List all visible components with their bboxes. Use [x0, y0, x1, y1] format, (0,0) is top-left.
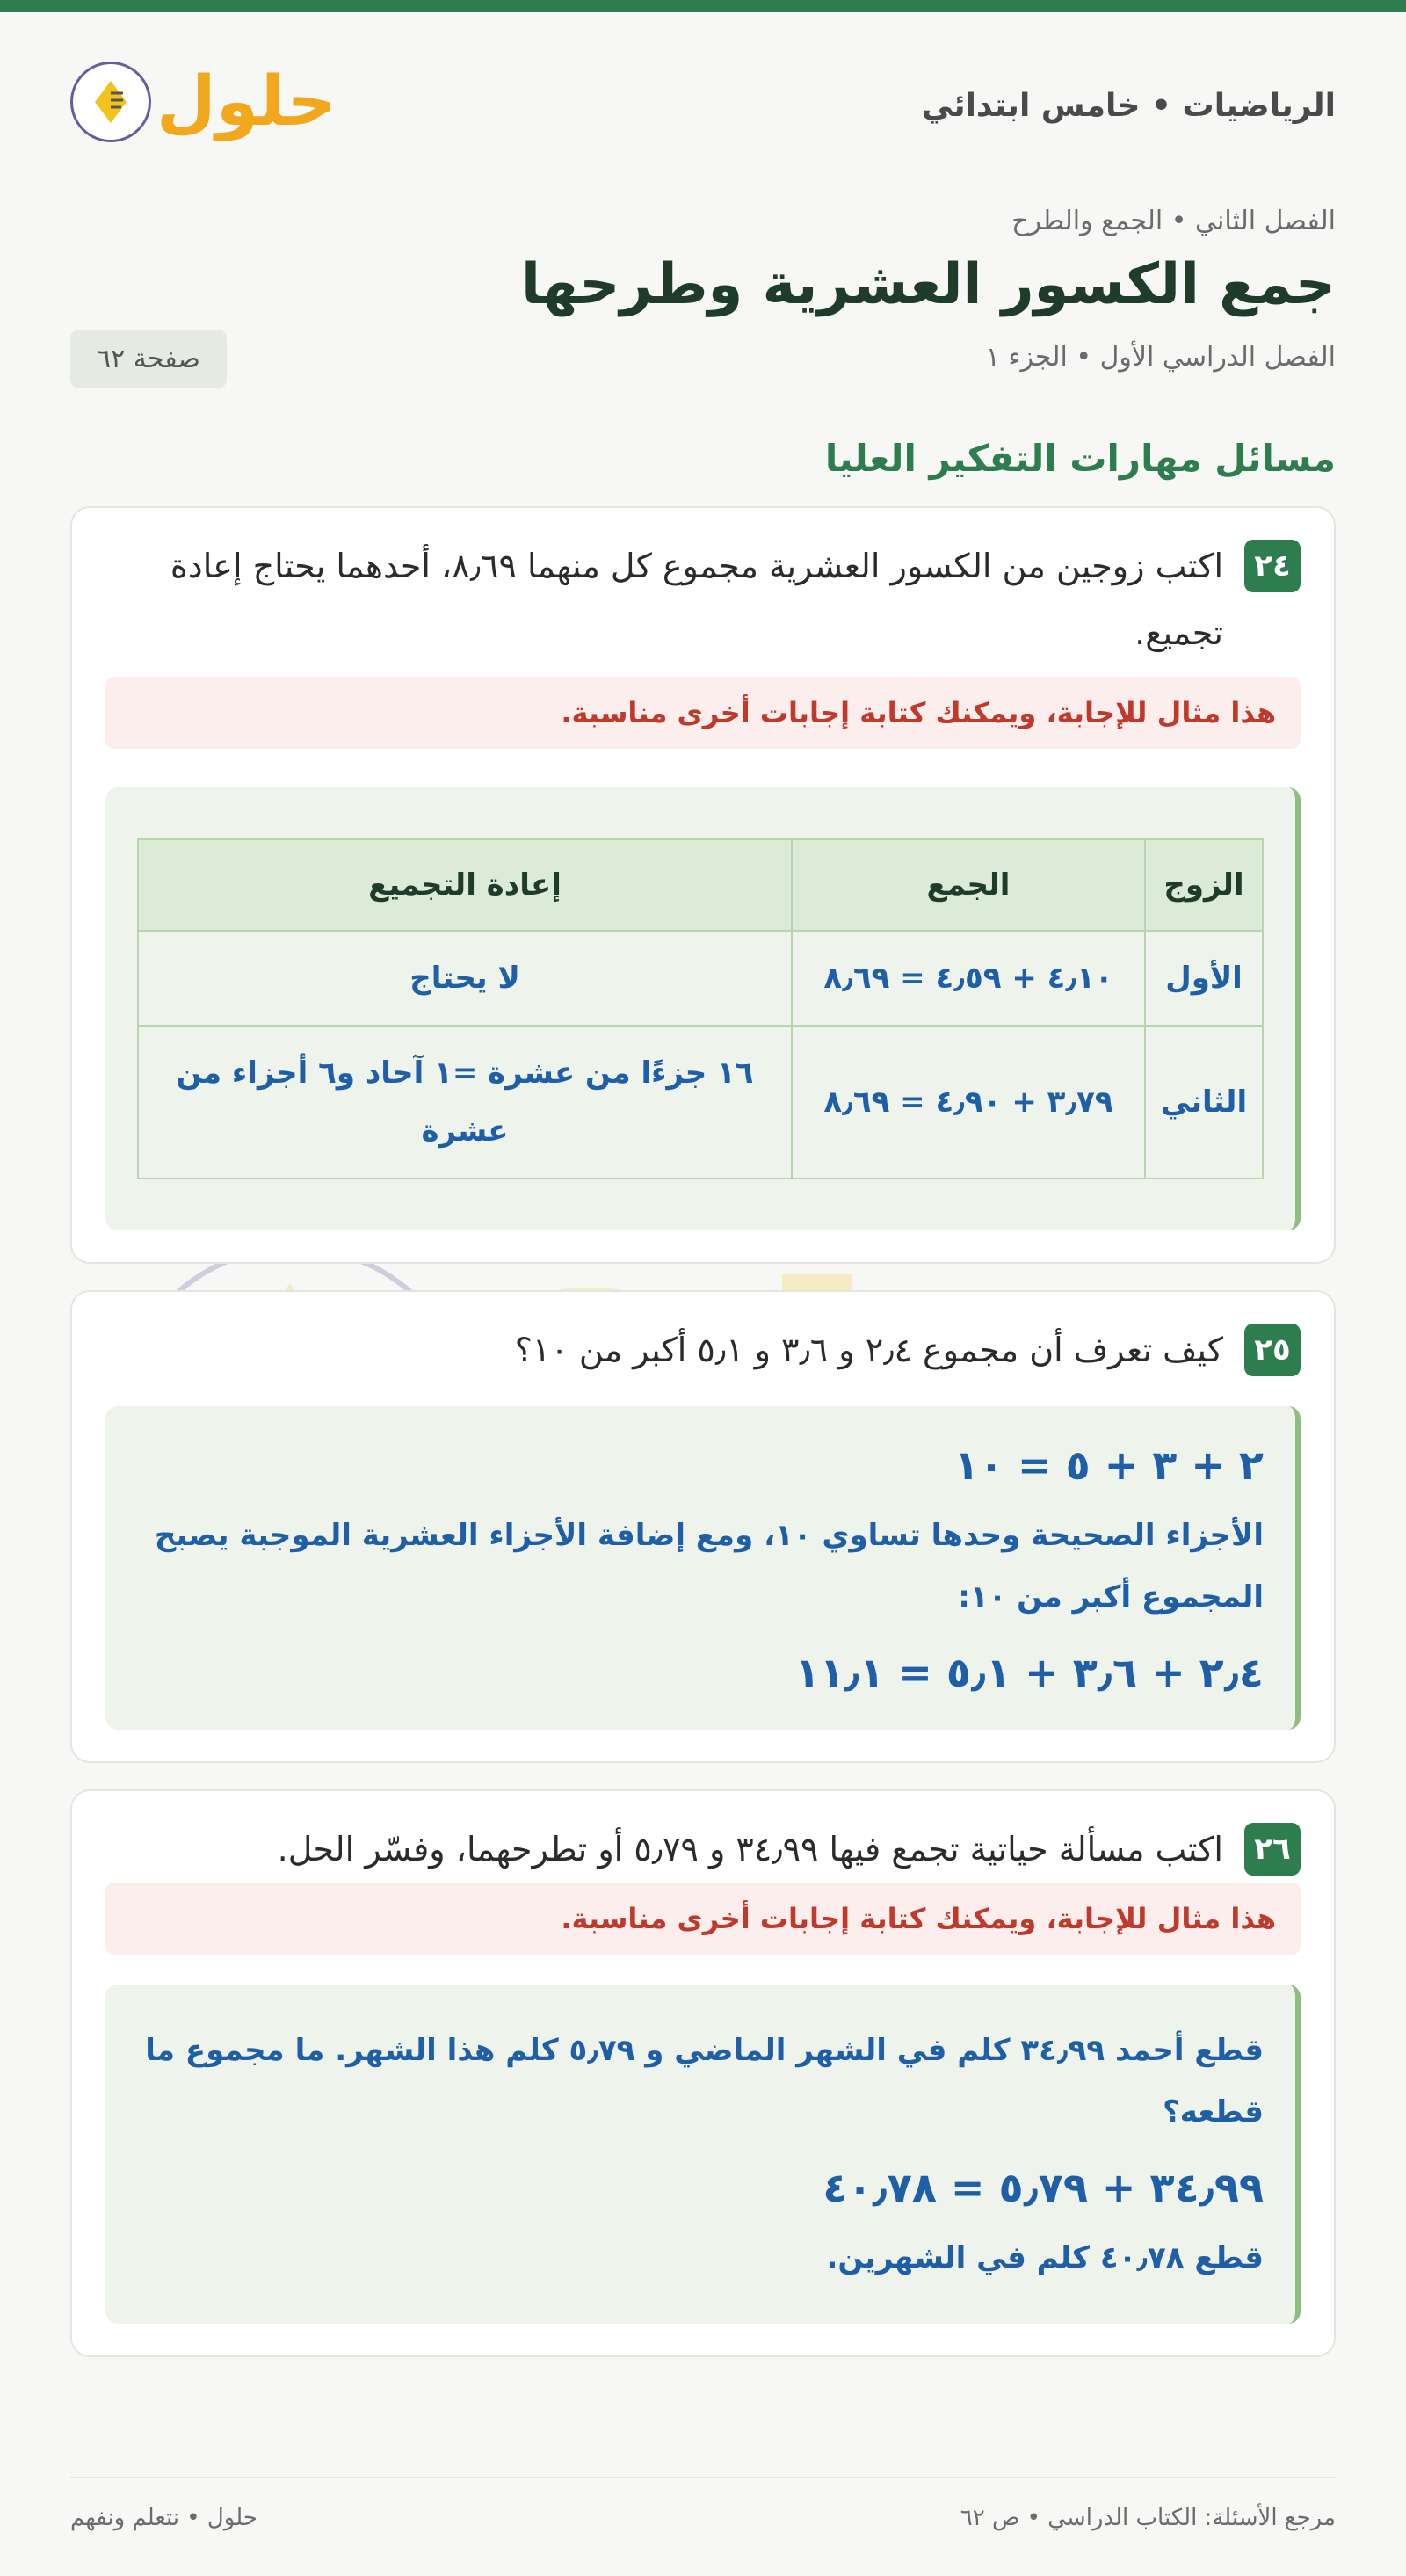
question-card-26 — [70, 1789, 1336, 2357]
question-text: اكتب زوجين من الكسور العشرية مجموع كل منهما ٨٫٦٩، أحدهما يحتاج إعادة تجميع. — [170, 547, 1223, 652]
logo[interactable] — [70, 62, 337, 142]
semester-label: الفصل الدراسي الأول • الجزء ١ — [985, 342, 1336, 373]
footer-brand: حلول • نتعلم ونفهم — [70, 2505, 257, 2531]
table-row — [138, 1026, 1263, 1179]
table-cell: ٣٫٧٩ + ٤٫٩٠ = ٨٫٦٩ — [792, 1026, 1145, 1179]
page-title: جمع الكسور العشرية وطرحها — [520, 252, 1336, 317]
question-text: كيف تعرف أن مجموع ٢٫٤ و ٣٫٦ و ٥٫١ أكبر من ١٠؟ — [514, 1331, 1223, 1369]
table-cell: ١٦ جزءًا من عشرة =١ آحاد و٦ أجزاء من عشرة — [138, 1026, 792, 1179]
page-number-badge: صفحة ٦٢ — [70, 330, 227, 388]
logo-text: حلول — [156, 62, 337, 141]
answer-box — [105, 1985, 1301, 2324]
equation: ٢ + ٣ + ٥ = ١٠ — [953, 1441, 1264, 1489]
meta-row — [70, 330, 1336, 400]
answer-table — [137, 838, 1264, 1179]
chapter-label: الفصل الثاني • الجمع والطرح — [1011, 206, 1336, 236]
top-accent-bar — [0, 0, 1406, 12]
problem-text: قطع أحمد ٣٤٫٩٩ كلم في الشهر الماضي و ٥٫٧٩ كلم هذا الشهر. ما مجموع ما قطعه؟ — [145, 2033, 1264, 2130]
table-header: إعادة التجميع — [138, 839, 792, 931]
section-title: مسائل مهارات التفكير العليا — [824, 437, 1336, 480]
question-number: ٢٤ — [1244, 540, 1301, 592]
explanation-text: الأجزاء الصحيحة وحدها تساوي ١٠، ومع إضافة الأجزاء العشرية الموجبة يصبح المجموع أكبر من ١٠: — [154, 1518, 1264, 1615]
table-cell: ٤٫١٠ + ٤٫٥٩ = ٨٫٦٩ — [792, 931, 1145, 1026]
footer — [70, 2477, 1336, 2531]
question-text: اكتب مسألة حياتية تجمع فيها ٣٤٫٩٩ و ٥٫٧٩ أو تطرحهما، وفسّر الحل. — [277, 1830, 1223, 1869]
answer-box — [105, 1406, 1301, 1730]
header — [70, 12, 1336, 206]
footer-reference: مرجع الأسئلة: الكتاب الدراسي • ص ٦٢ — [960, 2505, 1336, 2531]
table-cell: الثاني — [1145, 1026, 1263, 1179]
answer-note: هذا مثال للإجابة، ويمكنك كتابة إجابات أخرى مناسبة. — [105, 677, 1301, 749]
equation: ٢٫٤ + ٣٫٦ + ٥٫١ = ١١٫١ — [794, 1649, 1264, 1696]
equation: ٣٤٫٩٩ + ٥٫٧٩ = ٤٠٫٧٨ — [823, 2164, 1264, 2211]
table-cell: الأول — [1145, 931, 1263, 1026]
question-card-24 — [70, 506, 1336, 1264]
result-text: قطع ٤٠٫٧٨ كلم في الشهرين. — [826, 2240, 1264, 2275]
table-header: الزوج — [1145, 839, 1263, 931]
table-header: الجمع — [792, 839, 1145, 931]
answer-note: هذا مثال للإجابة، ويمكنك كتابة إجابات أخرى مناسبة. — [105, 1883, 1301, 1955]
question-number: ٢٦ — [1244, 1823, 1301, 1876]
table-cell: لا يحتاج — [138, 931, 792, 1026]
question-card-25 — [70, 1290, 1336, 1763]
table-row — [138, 931, 1263, 1026]
question-number: ٢٥ — [1244, 1324, 1301, 1376]
page — [0, 12, 1406, 2576]
subject-label: الرياضيات • خامس ابتدائي — [921, 88, 1336, 124]
logo-emblem-icon — [70, 62, 151, 142]
answer-box — [105, 787, 1301, 1230]
